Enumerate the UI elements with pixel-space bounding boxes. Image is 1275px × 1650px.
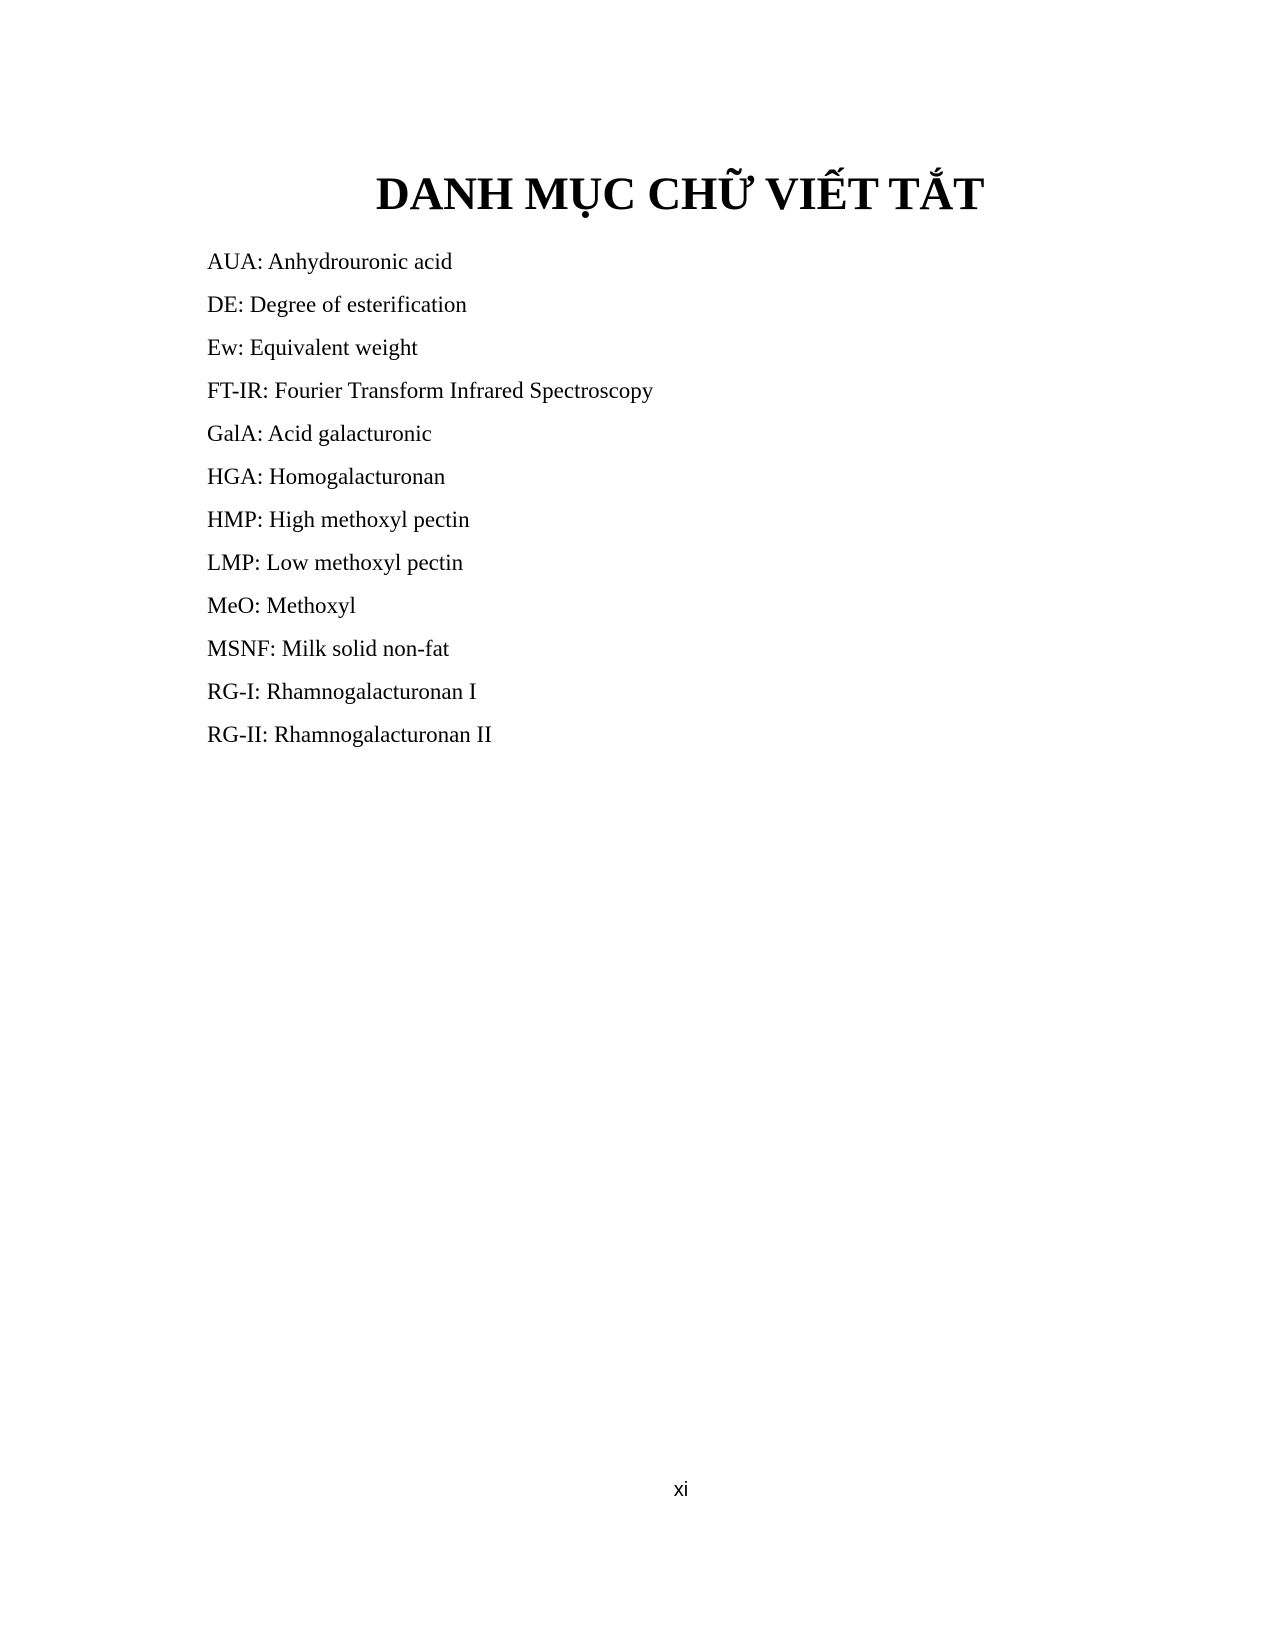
abbreviation-item: Ew: Equivalent weight xyxy=(207,335,418,360)
abbreviation-item: GalA: Acid galacturonic xyxy=(207,421,432,446)
abbreviation-item: DE: Degree of esterification xyxy=(207,292,467,317)
abbreviation-item: MeO: Methoxyl xyxy=(207,593,356,618)
page-title: DANH MỤC CHỮ VIẾT TẮT xyxy=(375,168,985,220)
page-number: xi xyxy=(673,1479,689,1501)
abbreviation-item: LMP: Low methoxyl pectin xyxy=(207,550,464,575)
abbreviation-item: FT-IR: Fourier Transform Infrared Spectroscopy xyxy=(207,378,654,403)
abbreviation-item: AUA: Anhydrouronic acid xyxy=(207,249,453,274)
abbreviation-list xyxy=(207,240,653,756)
abbreviation-item: HMP: High methoxyl pectin xyxy=(207,507,470,532)
abbreviation-item: MSNF: Milk solid non-fat xyxy=(207,636,450,661)
abbreviation-item: RG-I: Rhamnogalacturonan I xyxy=(207,679,477,704)
abbreviation-item: HGA: Homogalacturonan xyxy=(207,464,446,489)
abbreviation-item: RG-II: Rhamnogalacturonan II xyxy=(207,722,492,747)
